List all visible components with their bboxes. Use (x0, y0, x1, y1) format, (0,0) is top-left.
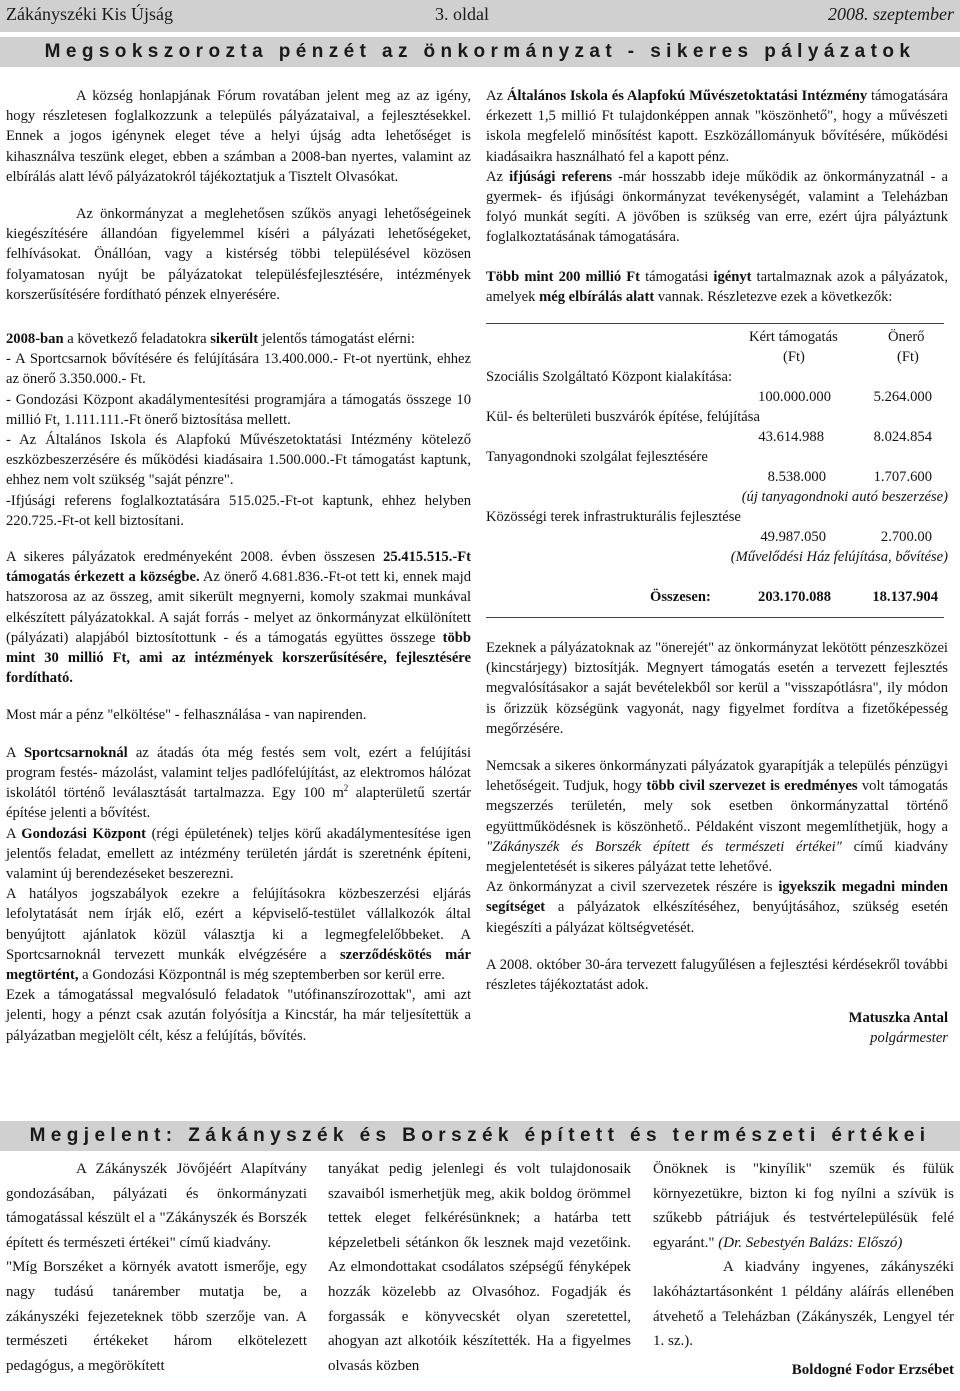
table-row-values: 43.614.988 8.024.854 (758, 429, 932, 446)
signature-name: Matuszka Antal (848, 1010, 948, 1027)
table-row-values: 100.000.000 5.264.000 (758, 389, 932, 406)
book-availability: A kiadvány ingyenes, zákányszéki lakóháztartásonként 1 példány aláírás ellenében átvehető a Teleházban (Zákányszék, Lengyel tér 1. sz.). (653, 1259, 954, 1350)
unit-requested: (Ft) (783, 349, 805, 366)
col-own-funds: Önerő (888, 329, 925, 346)
win-ifjusagi: -Ifjúsági referens foglalkoztatására 515.025.-Ft-ot kaptunk, ehhez helyben 220.725.-Ft-ot kell biztosítani. (6, 492, 471, 529)
win-gondozasi: - Gondozási Központ akadálymentesítési programjára a támogatás összege 10 millió Ft, 1.111.111.-Ft önerő biztosítása mellett. (6, 391, 471, 428)
table-units (486, 347, 948, 367)
table-row-note: (új tanyagondnoki autó beszerzése) (741, 489, 948, 506)
win-sportcsarnok: - A Sportcsarnok bővítésére és felújítására 13.400.000.- Ft-ot nyertünk, ehhez az önerő 3.350.000.- Ft. (6, 351, 471, 388)
meeting-paragraph: A 2008. október 30-ára tervezett falugyűlésen a fejlesztési kérdésekről további részletes tájékoztatást adok. (486, 956, 948, 994)
bottom-column-3 (653, 1157, 954, 1382)
table-top-rule (486, 323, 944, 324)
page-header (0, 0, 960, 32)
own-funds-paragraph: Ezeknek a pályázatoknak az "önerejét" az önkormányzat lekötött pénzeszközei (kincstárjegy) biztosítják. Megnyert támogatás esetén a tervezett fejlesztés megvalósításakor a saját bevételekből sor kerül a "visszapótlásra", ily módon is őrizzük községünk vagyonát, nagy figyelmet fordítva a fizetőképesség megőrzésére. (486, 640, 948, 737)
signature-title: polgármester (870, 1030, 948, 1047)
book-signature: Boldogné Fodor Erzsébet (791, 1361, 954, 1378)
financing-paragraph: Ezek a támogatással megvalósuló feladatok "utófinanszírozottak", ami azt jelenti, hogy a pénzt csak azután folyósítja a Kincstár, ha már teljesítettük a pályázatban megjelölt célt, kész a felújítás, bővítés. (6, 987, 471, 1044)
wins-2008-heading: 2008-ban a következő feladatokra sikerült jelentős támogatást elérni: (6, 331, 415, 348)
gondozasi-paragraph: A Gondozási Központ (régi épületének) teljes körű akadálymentesítése igen jelentős feladat, emellett az intézmény területén járdát is szeretnénk építeni, valamint új berendezéseket beszerezni. (6, 825, 472, 882)
article-banner (0, 37, 960, 67)
right-column (486, 86, 948, 1049)
book-headline: Megjelent: Zákányszék és Borszék épített és természeti értékei (29, 1125, 931, 1146)
results-paragraph: A sikeres pályázatok eredményeként 2008. évben összesen 25.415.515.-Ft támogatás érkezett a községbe. Az önerő 4.681.836.-Ft-ot tett ki, ennek majd hatszorosa az az összeg, amit sikerült megnyerni, komoly szakmai munkával elkészített pályázatokkal. A saját forrás - melyet az önkormányzat elkülönített (pályázati) alapjából biztosítottunk - és a támogatás együttes összege több mint 30 millió Ft, ami az intézmények korszerűsítésére, fejlesztésére fordítható. (6, 549, 471, 687)
table-row-values: 8.538.000 1.707.600 (767, 469, 932, 486)
newspaper-title: Zákányszéki Kis Újság (6, 4, 173, 24)
table-row-values: 49.987.050 2.700.00 (760, 529, 932, 546)
table-row: Szociális Szolgáltató Központ kialakítása: (486, 369, 733, 386)
col-requested: Kért támogatás (749, 329, 838, 346)
bottom-column-1 (6, 1157, 307, 1378)
bottom-column-2 (328, 1157, 631, 1378)
sportcsarnok-paragraph: A Sportcsarnoknál az átadás óta még festés sem volt, ezért a felújítási program festés- mázolást, valamint teljes padlófelújítást, az elektromos hálózat iskolától történő leválasztását tartalmazza. Egy 100 $m^2$ alapterületű szertár építése jelenti a bővítést. (6, 744, 471, 822)
iskola-paragraph: Az Általános Iskola és Alapfokú Művészetoktatási Intézmény támogatására érkezett 1,5 millió Ft tulajdonképpen annak "köszönhető", hogy a művészeti iskola megfelelő minősítést kapott. Eszközállományuk bővítésére, működési kiadásaikra használható fel a kapott pénz. (486, 88, 948, 165)
page-number: 3. oldal (435, 4, 489, 24)
spending-paragraph: Most már a pénz "elköltése" - felhasználása - van napirenden. (6, 707, 367, 724)
table-row-note: (Művelődési Ház felújítása, bővítése) (730, 549, 948, 566)
support-paragraph: Az önkormányzat a civil szervezetek részére is igyekszik megadni minden segítséget a pályázatok elkészítéséhez, benyújtásához, szükség esetén kiegészíti a pályázat költségvetését. (486, 879, 949, 936)
funding-paragraph: Az önkormányzat a meglehetősen szűkös anyagi lehetőségeinek kiegészítésére állandóan figyelemmel kíséri a pályázati lehetőségeket, felhívásokat. Önállóan, vagy a kistérség többi településével közösen folyamatosan nyújt be pályázatokat településfejlesztésére, intézmények korszerűsítésére fordítható pénzek elnyerésére. (6, 206, 471, 303)
pending-paragraph: Több mint 200 millió Ft támogatási igényt tartalmaznak azok a pályázatok, amelyek még elbírálás alatt vannak. Részletezve ezek a következők: (486, 268, 948, 305)
issue-date: 2008. szeptember (828, 4, 954, 24)
table-row: Kül- és belterületi buszvárók építése, felújítása (486, 409, 760, 426)
civil-paragraph: Nemcsak a sikeres önkormányzati pályázatok gyarapítják a település pénzügyi lehetőségeit. Tudjuk, hogy több civil szervezet is eredményes volt támogatás megszerzés területén, mely sok esetben önkormányzattal történő együttműködésnek is köszönhető.. Példaként viszont megemlíthetjük, hogy a "Zákányszék és Borszék épített és természeti értékei" című kiadvány megjelentetését is sikeres pályázat tette lehetővé. (486, 758, 948, 876)
table-row: Közösségi terek infrastrukturális fejlesztése (486, 509, 741, 526)
table-bottom-rule (486, 617, 944, 618)
book-quote-end: Önöknek is "kinyílik" szemük és fülük környezetükre, bizton ki fog nyílni a szívük is szűkebb pátriájuk és testvértelepülésük felé egyaránt." (Dr. Sebestyén Balázs: Előszó) (653, 1161, 954, 1251)
book-intro: A Zákányszék Jövőjéért Alapítvány gondozásában, pályázati és önkormányzati támogatással készült el a "Zákányszék és Borszék épített és természeti értékei" című kiadvány. (6, 1161, 307, 1251)
book-quote-middle: tanyákat pedig jelenlegi és volt tulajdonosaik szavaiból ismerhetjük meg, akik boldog örömmel tettek eleget felkérésünknek; a határba tett képzeletbeli sétánkon ők lesznek majd vezetőink. Az elmondottakat csodálatos szépségű fényképek hozzák közelebb az Olvasóhoz. Fogadják és forgassák e könyvecskét olyan szeretettel, ahogyan azt alkotóik készítették. Ha a figyelmes olvasás közben (328, 1161, 631, 1374)
table-row: Tanyagondnoki szolgálat fejlesztésére (486, 449, 708, 466)
intro-paragraph: A község honlapjának Fórum rovatában jelent meg az az igény, hogy részletesen foglalkozzunk a település pályázataival, a fejlesztésekkel. Ennek a jogos igénynek eleget téve a helyi újság adta lehetőséget is kihasználva teszünk eleget, ebben a számban a 2008-ban nyertes, valamint az elbírálás alatt lévő pályázatokról tájékoztatjuk a Tisztelt Olvasókat. (6, 88, 471, 185)
win-iskola: - Az Általános Iskola és Alapfokú Művészetoktatási Intézmény kötelező eszközbeszerzésére és működési kiadásaira 1.500.000.-Ft támogatást kaptunk, ehhez nem volt szükség "saját pénzre". (6, 432, 471, 489)
book-banner (0, 1121, 960, 1151)
ifjusagi-paragraph: Az ifjúsági referens -már hosszabb ideje működik az önkormányzatnál - a gyermek- és ifjúsági önkormányzat tevékenységét, valamint a Teleházban folyó munkát segíti. A jövőben is szükség van erre, ezért újra pályáztunk foglalkoztatásának támogatására. (486, 168, 948, 246)
procurement-paragraph: A hatályos jogszabályok ezekre a felújításokra közbeszerzési eljárás lefolytatását nem írják elő, ezért a képviselő-testület vállalkozók által benyújtott ajánlatok közül választja ki a legmegfelelőbbeket. A Sportcsarnoknál tervezett munkák elvégzésére a szerződéskötés már megtörtént, a Gondozási Központnál is még szeptemberben sor kerül erre. (6, 886, 471, 983)
article-headline: Megsokszorozta pénzét az önkormányzat - sikeres pályázatok (44, 41, 916, 62)
pending-table (486, 327, 948, 607)
left-column (6, 86, 471, 1046)
table-total: Összesen: 203.170.088 18.137.904 (650, 589, 938, 606)
unit-own-funds: (Ft) (897, 349, 919, 366)
book-quote-start: "Míg Borszéket a környék avatott ismerője, egy nagy tudású tanárember mutatja be, a zákányszéki fejezeteknek több szerzője van. A természeti értékeket három elkötelezett pedagógus, a megörökített (6, 1259, 307, 1374)
table-header (486, 327, 948, 347)
